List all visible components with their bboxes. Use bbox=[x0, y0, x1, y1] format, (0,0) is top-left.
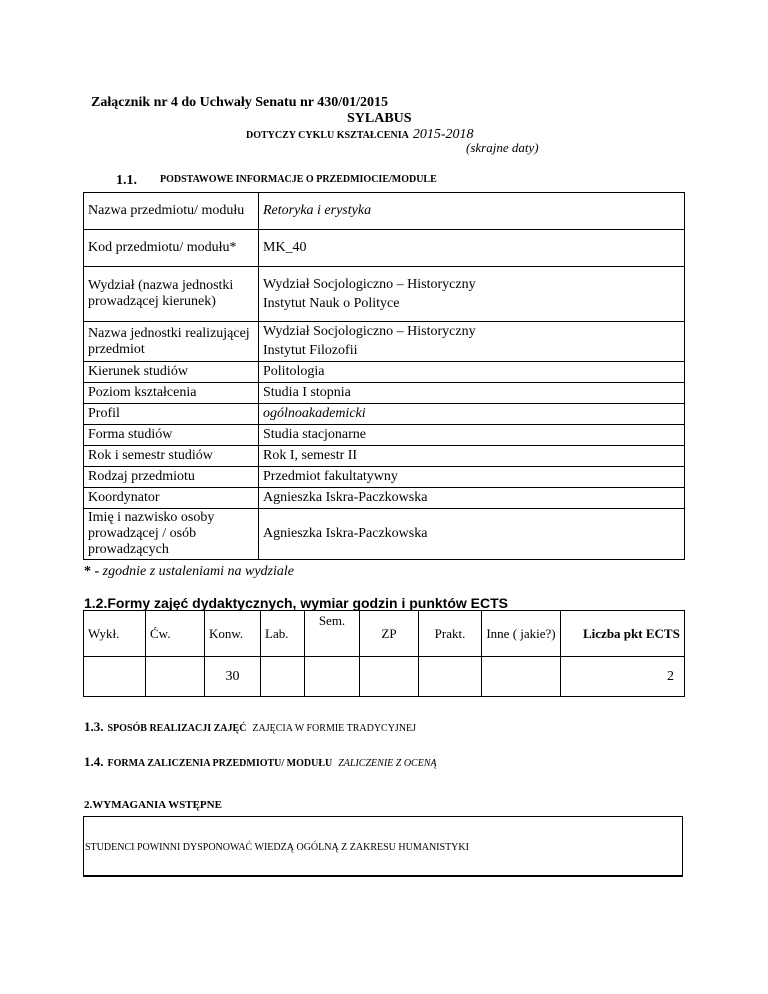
section-1-3-value: ZAJĘCIA W FORMIE TRADYCYJNEJ bbox=[252, 723, 417, 734]
row-value bbox=[259, 322, 685, 362]
table-row bbox=[84, 509, 685, 560]
section-1-3-title: SPOSÓB REALIZACJI ZAJĘĆ bbox=[107, 723, 247, 734]
row-value: Studia I stopnia bbox=[259, 383, 685, 404]
header-cell: Liczba pkt ECTS bbox=[561, 611, 685, 657]
footnote-mark: * - bbox=[84, 564, 100, 579]
table-row bbox=[84, 322, 685, 362]
value-cell bbox=[84, 657, 146, 697]
row-value: Retoryka i erystyka bbox=[259, 193, 685, 230]
document-title: SYLABUS bbox=[347, 111, 412, 126]
header-cell: Inne ( jakie?) bbox=[482, 611, 561, 657]
value-cell bbox=[305, 657, 360, 697]
section-1-1-number: 1.1. bbox=[116, 173, 137, 188]
header-cell: Lab. bbox=[261, 611, 305, 657]
cycle-line bbox=[246, 125, 473, 143]
table-row bbox=[84, 267, 685, 322]
section-1-4-value: ZALICZENIE Z OCENĄ bbox=[338, 758, 437, 769]
row-value-line: Wydział Socjologiczno – Historyczny bbox=[263, 324, 476, 339]
row-value-line: Instytut Filozofii bbox=[263, 343, 358, 358]
row-value-line: Wydział Socjologiczno – Historyczny bbox=[263, 276, 476, 292]
header-cell: ZP bbox=[360, 611, 419, 657]
row-value: Politologia bbox=[259, 362, 685, 383]
table-row bbox=[84, 611, 685, 657]
section-1-4-number: 1.4. bbox=[84, 754, 104, 769]
table-row bbox=[84, 230, 685, 267]
row-label: Wydział (nazwa jednostki prowadzącej kierunek) bbox=[84, 267, 259, 322]
row-label: Profil bbox=[84, 404, 259, 425]
row-label: Nazwa przedmiotu/ modułu bbox=[84, 193, 259, 230]
requirements-box bbox=[83, 816, 683, 877]
header-cell: Sem. bbox=[305, 611, 360, 657]
footnote bbox=[84, 564, 294, 580]
requirements-text: STUDENCI POWINNI DYSPONOWAĆ WIEDZĄ OGÓLNĄ Z ZAKRESU HUMANISTYKI bbox=[85, 842, 469, 853]
row-value: ogólnoakademicki bbox=[259, 404, 685, 425]
cycle-years: 2015-2018 bbox=[412, 127, 474, 142]
value-cell bbox=[261, 657, 305, 697]
row-label: Forma studiów bbox=[84, 425, 259, 446]
table-row bbox=[84, 446, 685, 467]
header-cell: Prakt. bbox=[419, 611, 482, 657]
row-label: Kierunek studiów bbox=[84, 362, 259, 383]
header-cell: Konw. bbox=[205, 611, 261, 657]
table-row bbox=[84, 362, 685, 383]
annex-line: Załącznik nr 4 do Uchwały Senatu nr 430/01/2015 bbox=[91, 95, 389, 110]
section-1-4 bbox=[84, 753, 437, 771]
header-cell: Wykł. bbox=[84, 611, 146, 657]
cycle-label: DOTYCZY CYKLU KSZTAŁCENIA bbox=[246, 130, 409, 141]
row-label: Poziom kształcenia bbox=[84, 383, 259, 404]
row-value: Przedmiot fakultatywny bbox=[259, 467, 685, 488]
table-row bbox=[84, 467, 685, 488]
row-value: Studia stacjonarne bbox=[259, 425, 685, 446]
row-label: Rok i semestr studiów bbox=[84, 446, 259, 467]
header-cell: Ćw. bbox=[146, 611, 205, 657]
row-label: Imię i nazwisko osoby prowadzącej / osób prowadzących bbox=[84, 509, 259, 560]
row-value-line: Instytut Nauk o Polityce bbox=[263, 295, 400, 311]
section-1-2-title: 1.2.Formy zajęć dydaktycznych, wymiar godzin i punktów ECTS bbox=[84, 595, 508, 611]
value-cell bbox=[419, 657, 482, 697]
row-value: Agnieszka Iskra-Paczkowska bbox=[259, 509, 685, 560]
value-cell bbox=[360, 657, 419, 697]
section-1-4-title: FORMA ZALICZENIA PRZEDMIOTU/ MODUŁU bbox=[107, 758, 333, 769]
row-value: Agnieszka Iskra-Paczkowska bbox=[259, 488, 685, 509]
value-cell bbox=[146, 657, 205, 697]
row-label: Rodzaj przedmiotu bbox=[84, 467, 259, 488]
value-cell: 2 bbox=[561, 657, 685, 697]
row-label: Nazwa jednostki realizującej przedmiot bbox=[84, 322, 259, 362]
table-row bbox=[84, 383, 685, 404]
table-row bbox=[84, 193, 685, 230]
row-value: Rok I, semestr II bbox=[259, 446, 685, 467]
row-value: MK_40 bbox=[259, 230, 685, 267]
basic-info-table bbox=[83, 192, 685, 560]
footnote-text: zgodnie z ustaleniami na wydziale bbox=[102, 564, 294, 579]
section-2-title: 2.WYMAGANIA WSTĘPNE bbox=[84, 799, 222, 811]
value-cell bbox=[482, 657, 561, 697]
row-label: Koordynator bbox=[84, 488, 259, 509]
section-1-3 bbox=[84, 718, 416, 736]
row-value bbox=[259, 267, 685, 322]
table-row bbox=[84, 657, 685, 697]
cycle-note: (skrajne daty) bbox=[466, 140, 539, 155]
table-row bbox=[84, 404, 685, 425]
value-cell: 30 bbox=[205, 657, 261, 697]
section-1-3-number: 1.3. bbox=[84, 719, 104, 734]
section-1-1-title: PODSTAWOWE INFORMACJE O PRZEDMIOCIE/MODULE bbox=[160, 174, 437, 185]
table-row bbox=[84, 488, 685, 509]
table-row bbox=[84, 425, 685, 446]
ects-table bbox=[83, 610, 685, 697]
row-label: Kod przedmiotu/ modułu* bbox=[84, 230, 259, 267]
